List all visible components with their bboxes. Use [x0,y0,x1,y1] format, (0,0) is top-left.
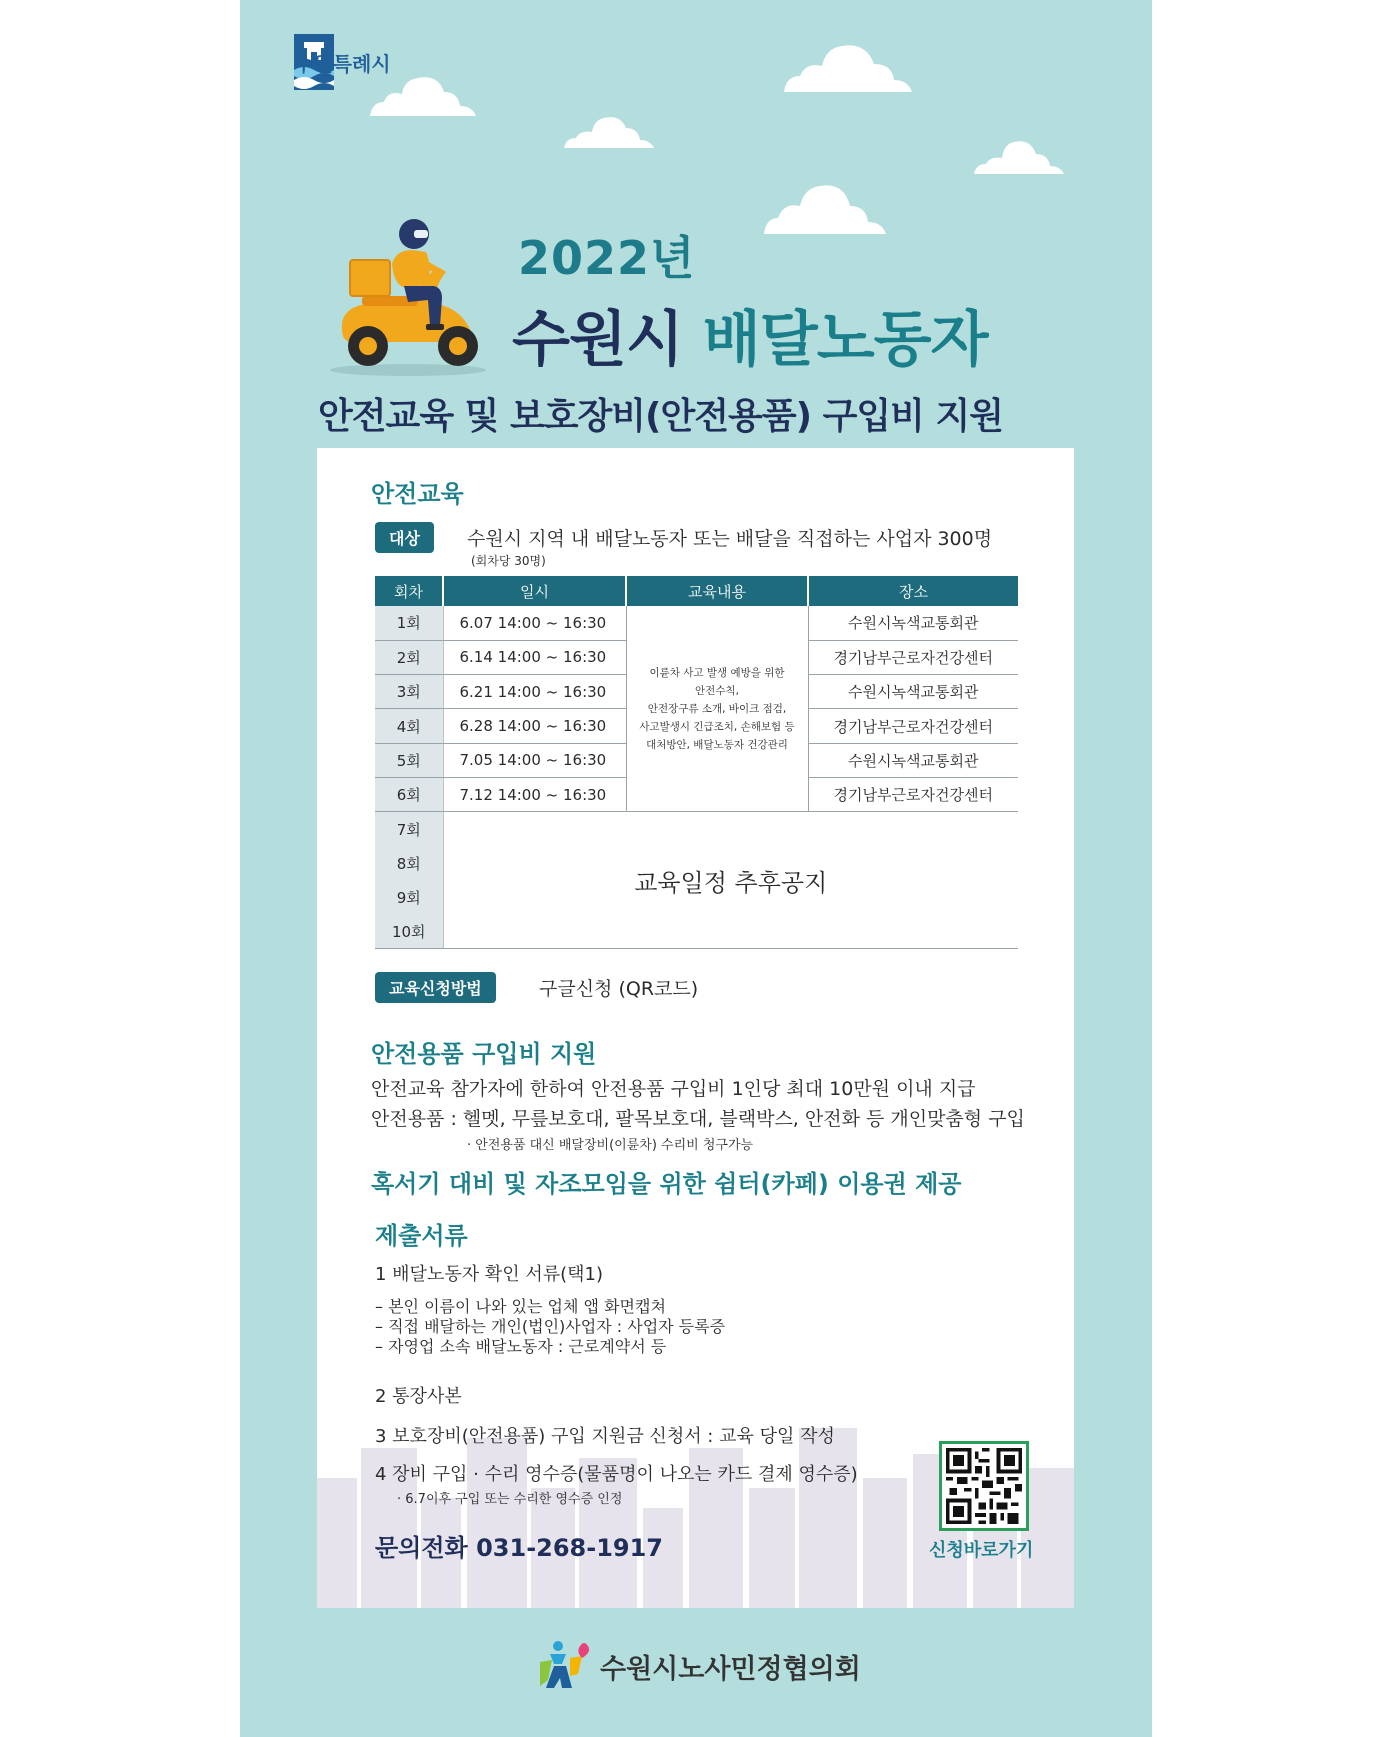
people-logo-icon [536,1640,592,1692]
date-cell: 6.07 14:00 ~ 16:30 [443,606,626,640]
document-item-1: 1 배달노동자 확인 서류(택1) [375,1264,603,1285]
shelter-heading: 혹서기 대비 및 자조모임을 위한 쉼터(카페) 이용권 제공 [371,1170,962,1198]
organization-logo [536,1640,861,1692]
title-subtitle: 안전교육 및 보호장비(안전용품) 구입비 지원 [318,396,1004,437]
suwon-logo [294,34,391,90]
date-cell: 7.12 14:00 ~ 16:30 [443,777,626,811]
column-header: 회차 [375,576,443,606]
date-cell: 7.05 14:00 ~ 16:30 [443,743,626,777]
delivery-rider-illustration [322,212,492,382]
cloud-icon [360,70,480,120]
table-header-row [375,576,1018,606]
title-main-workers: 배달노동자 [702,305,988,375]
date-cell: 6.21 14:00 ~ 16:30 [443,675,626,709]
education-schedule-table [375,576,1018,949]
document-item-4: 4 장비 구입 · 수리 영수증(물품명이 나오는 카드 결제 영수증) [375,1464,858,1485]
document-item-3: 3 보호장비(안전용품) 구입 지원금 신청서 : 교육 당일 작성 [375,1426,835,1447]
target-text: 수원시 지역 내 배달노동자 또는 배달을 직접하는 사업자 300명 [467,528,993,550]
round-cell: 5회 [375,743,443,777]
round-cell: 9회 [375,880,443,914]
table-row [375,812,1018,846]
round-cell: 1회 [375,606,443,640]
place-cell: 수원시녹색교통회관 [808,743,1018,777]
content-line: 이륜차 사고 발생 예방을 위한 [649,666,785,679]
target-note: (회차당 30명) [471,554,546,568]
title-year: 2022년 [518,231,696,285]
poster [240,0,1152,1737]
qr-code[interactable] [939,1441,1029,1531]
content-line: 사고발생시 긴급조치, 손해보험 등 [639,720,795,733]
round-cell: 4회 [375,709,443,743]
suwon-logo-text: 수원특례시 [294,51,391,76]
place-cell: 수원시녹색교통회관 [808,675,1018,709]
documents-heading: 제출서류 [375,1222,468,1250]
place-cell: 수원시녹색교통회관 [808,606,1018,640]
content-line: 안전장구류 소개, 바이크 점검, [647,702,787,715]
place-cell: 경기남부근로자건강센터 [808,640,1018,674]
title-main-city: 수원시 [512,305,683,375]
place-cell: 경기남부근로자건강센터 [808,709,1018,743]
apply-method-badge: 교육신청방법 [375,972,496,1003]
cloud-icon [776,36,916,96]
cloud-icon [758,176,890,238]
document-item-4-note: · 6.7이후 구입 또는 수리한 영수증 인정 [397,1492,623,1507]
organization-name: 수원시노사민정협의회 [600,1653,861,1685]
column-header: 장소 [808,576,1018,606]
round-cell: 10회 [375,915,443,949]
round-cell: 2회 [375,640,443,674]
table-row [375,606,1018,640]
column-header: 일시 [443,576,626,606]
education-content-cell [626,606,808,812]
title-main [512,292,988,378]
column-header: 교육내용 [626,576,808,606]
document-item-1-sub: – 자영업 소속 배달노동자 : 근로계약서 등 [375,1337,667,1356]
cloud-icon [558,112,658,152]
place-cell: 경기남부근로자건강센터 [808,777,1018,811]
content-card [317,448,1074,1608]
document-item-2: 2 통장사본 [375,1386,462,1407]
safety-line-2: 안전용품 : 헬멧, 무릎보호대, 팔목보호대, 블랙박스, 안전화 등 개인맞춤형 구입 [371,1108,1025,1130]
content-line: 안전수칙, [695,684,739,697]
round-cell: 3회 [375,675,443,709]
apply-shortcut-label[interactable]: 신청바로가기 [929,1540,1034,1561]
contact-phone: 문의전화 031-268-1917 [375,1534,664,1562]
later-schedule-cell: 교육일정 추후공지 [443,812,1018,949]
round-cell: 6회 [375,777,443,811]
document-item-1-sub: – 본인 이름이 나와 있는 업체 앱 화면캡쳐 [375,1297,666,1316]
safety-line-1: 안전교육 참가자에 한하여 안전용품 구입비 1인당 최대 10만원 이내 지급 [371,1078,976,1100]
education-heading: 안전교육 [371,480,464,508]
safety-note: · 안전용품 대신 배달장비(이륜차) 수리비 청구가능 [467,1138,754,1153]
round-cell: 7회 [375,812,443,846]
date-cell: 6.28 14:00 ~ 16:30 [443,709,626,743]
document-item-1-sub: – 직접 배달하는 개인(법인)사업자 : 사업자 등록증 [375,1317,726,1336]
cloud-icon [968,136,1068,178]
safety-heading: 안전용품 구입비 지원 [371,1040,597,1068]
content-line: 대처방안, 배달노동자 건강관리 [646,738,788,751]
date-cell: 6.14 14:00 ~ 16:30 [443,640,626,674]
apply-method-text: 구글신청 (QR코드) [539,978,699,1000]
round-cell: 8회 [375,846,443,880]
target-badge: 대상 [375,522,434,553]
